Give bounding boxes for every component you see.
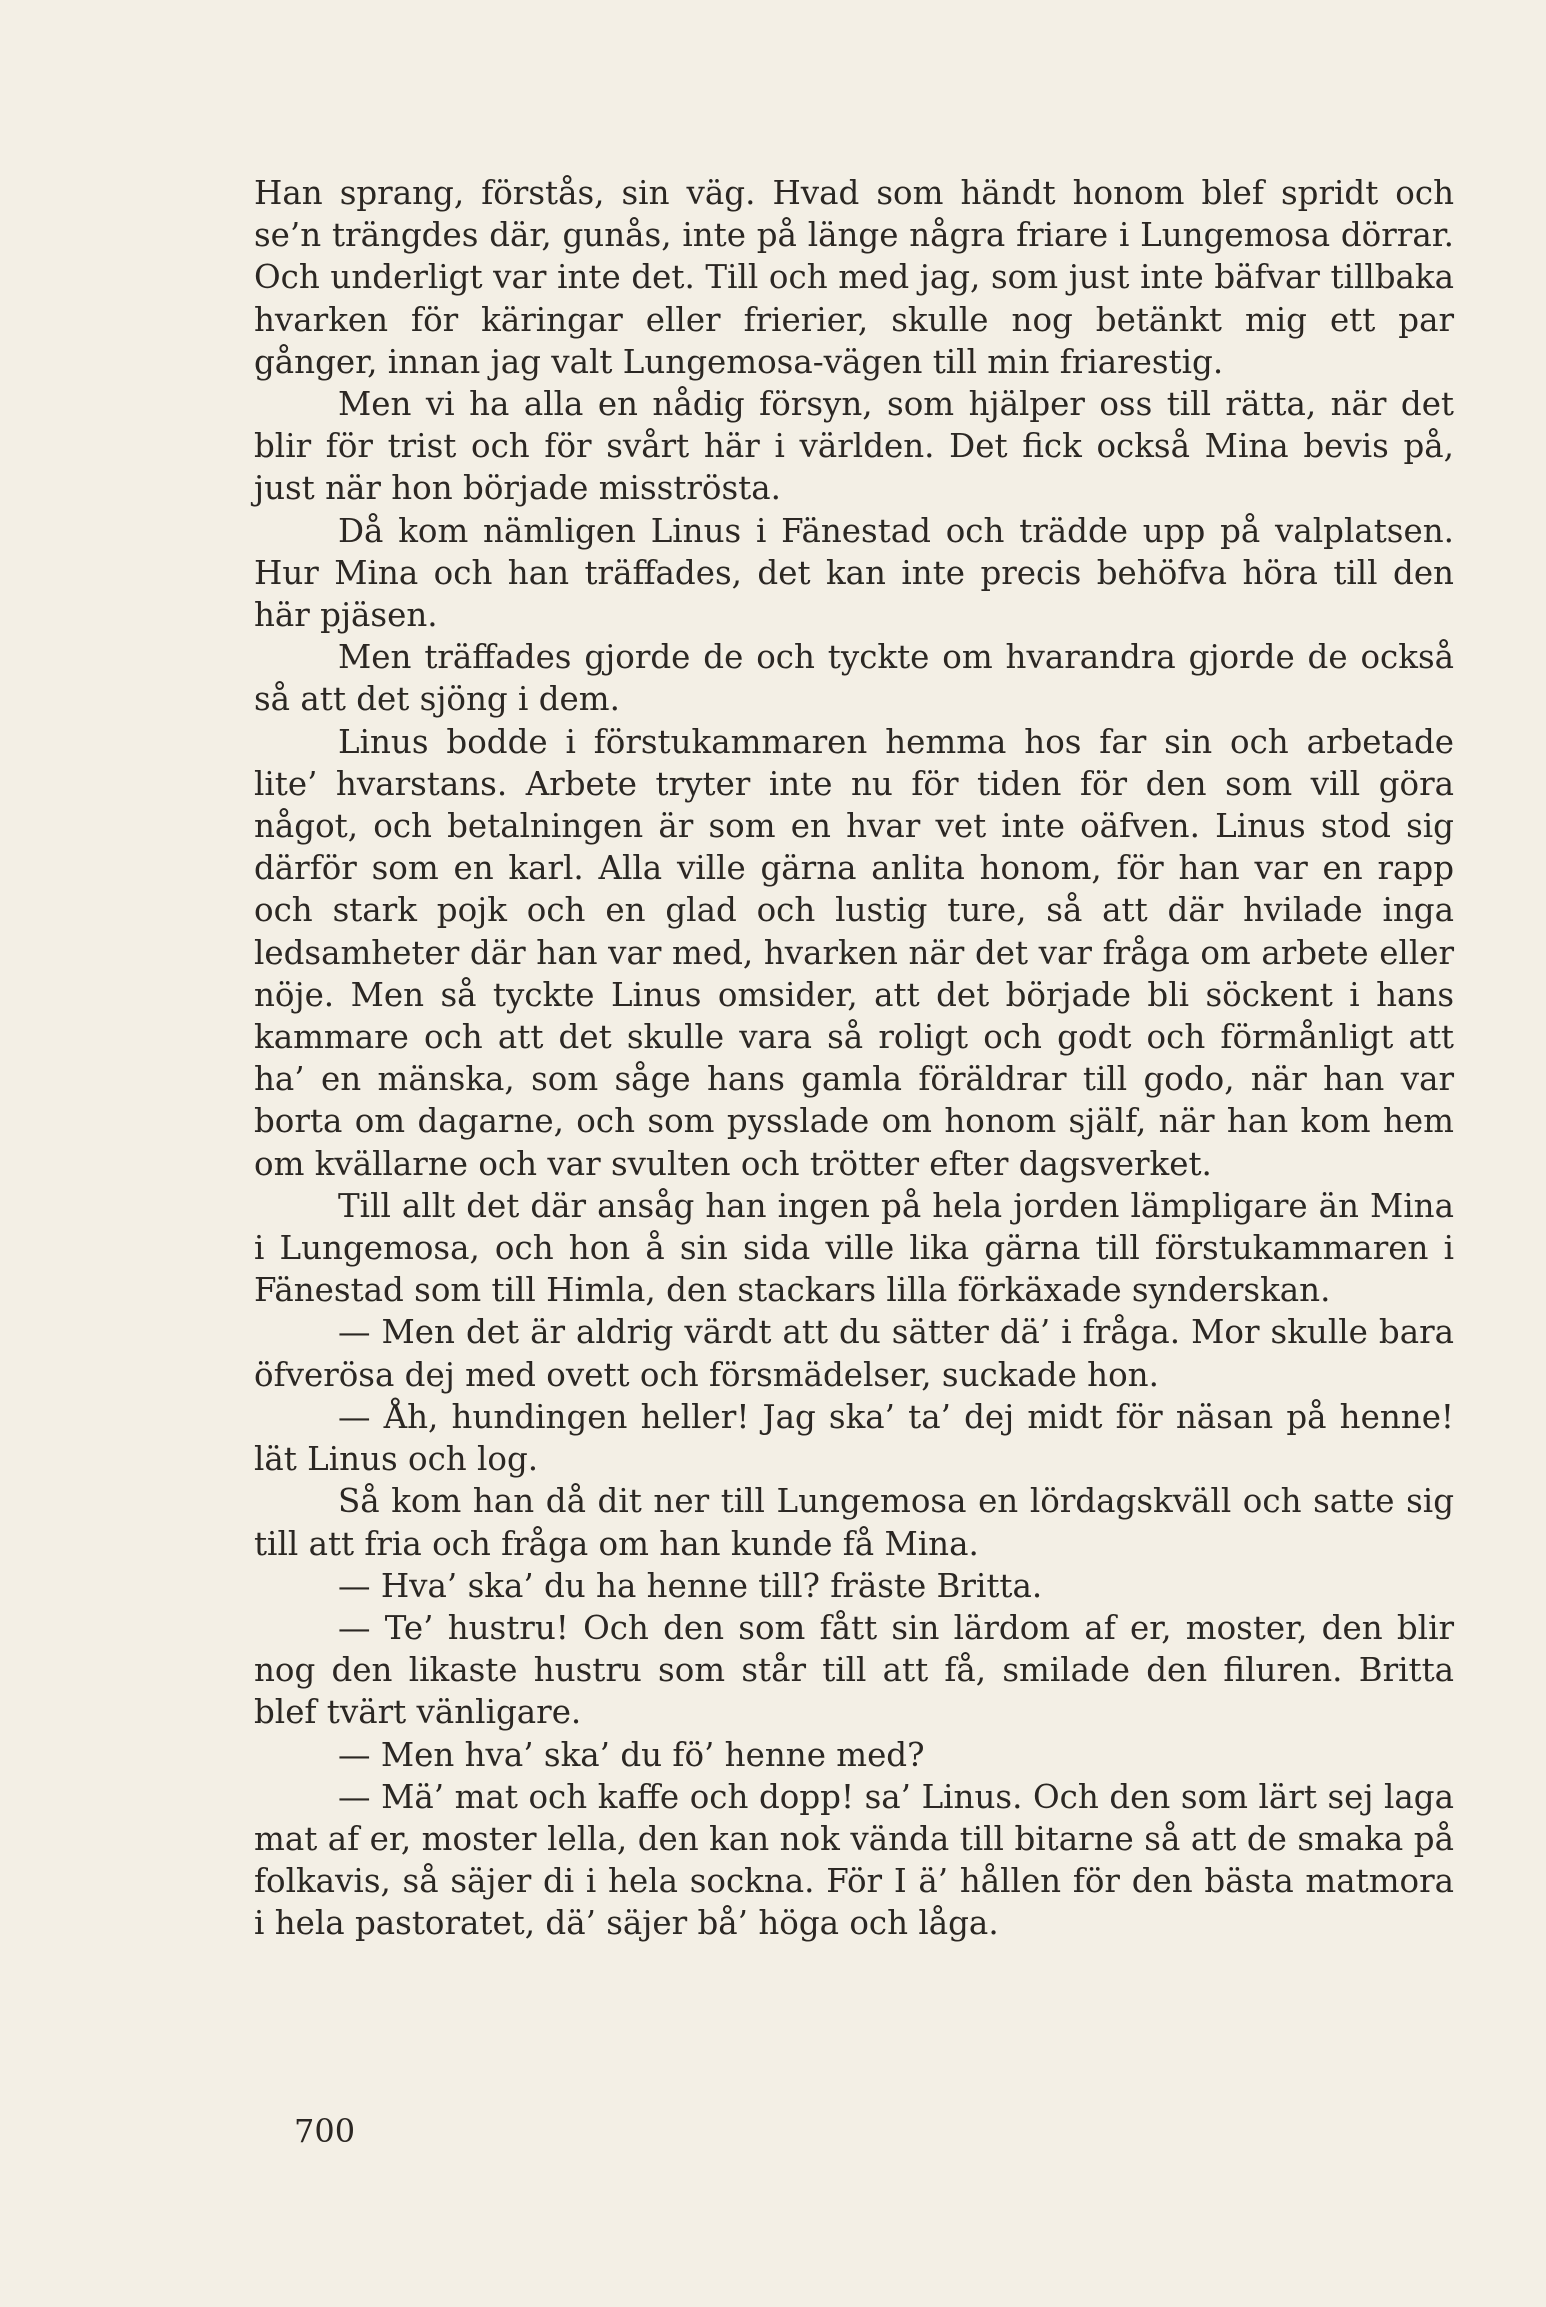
paragraph: — Men det är aldrig värdt att du sätter dä’ i fråga. Mor skulle bara öfverösa dej med ovett och försmädelser, suckade hon. [254, 1313, 1454, 1394]
paragraph: Då kom nämligen Linus i Fänestad och trädde upp på valplatsen. Hur Mina och han träffades, det kan inte precis behöfva höra till den här pjäsen. [254, 511, 1454, 635]
paragraph: — Men hva’ ska’ du fö’ henne med? [338, 1735, 925, 1774]
page-number: 700 [294, 2112, 356, 2150]
paragraph: Till allt det där ansåg han ingen på hela jorden lämpligare än Mina i Lungemosa, och hon å sin sida ville lika gärna till förstukammaren i Fänestad som till Himla, den stackars lilla förkäxade synderskan. [254, 1186, 1454, 1310]
paragraph: Men träffades gjorde de och tyckte om hvarandra gjorde de också så att det sjöng i dem. [254, 638, 1454, 719]
paragraph: — Hva’ ska’ du ha henne till? fräste Britta. [338, 1566, 1043, 1605]
paragraph: Men vi ha alla en nådig försyn, som hjälper oss till rätta, när det blir för trist och för svårt här i världen. Det fick också Mina bevis på, just när hon började misströsta. [254, 385, 1454, 508]
paragraph: Linus bodde i förstukammaren hemma hos far sin och arbetade lite’ hvarstans. Arbete tryter inte nu för tiden för den som vill göra något, och betalningen är som en hvar vet inte oäfven. Linus stod sig därför som en karl. Alla ville gärna anlita honom, för han var en rapp och stark pojk och en glad och lustig ture, så att där hvilade inga ledsamheter där han var med, hvarken när det var fråga om arbete eller nöje. Men så tyckte Linus omsider, att det började bli söckent i hans kammare och att det skulle vara så roligt och godt och förmånligt att ha’ en mänska, som såge hans gamla föräldrar till godo, när han var borta om dagarne, och som pysslade om honom själf, när han kom hem om kvällarne och var svulten och trötter efter dagsverket. [254, 722, 1454, 1183]
paragraph: Så kom han då dit ner till Lungemosa en lördagskväll och satte sig till att fria och fråga om han kunde få Mina. [254, 1482, 1454, 1563]
paragraph: Han sprang, förstås, sin väg. Hvad som händt honom blef spridt och se’n trängdes där, gunås, inte på länge några friare i Lungemosa dörrar. Och underligt var inte det. Till och med jag, som just inte bäfvar tillbaka hvarken för käringar eller frierier, skulle nog betänkt mig ett par gånger, innan jag valt Lungemosa-vägen till min friarestig. [254, 174, 1454, 381]
paragraph: — Te’ hustru! Och den som fått sin lärdom af er, moster, den blir nog den likaste hustru som står till att få, smilade den filuren. Britta blef tvärt vänligare. [254, 1608, 1454, 1732]
paragraph: — Mä’ mat och kaffe och dopp! sa’ Linus. Och den som lärt sej laga mat af er, moster lella, den kan nok vända till bitarne så att de smaka på folkavis, så säjer di i hela sockna. För I ä’ hållen för den bästa matmora i hela pastoratet, dä’ säjer bå’ höga och låga. [254, 1777, 1454, 1943]
paragraph: — Åh, hundingen heller! Jag ska’ ta’ dej midt för näsan på henne! lät Linus och log. [254, 1397, 1454, 1479]
body-text [254, 172, 1454, 1945]
